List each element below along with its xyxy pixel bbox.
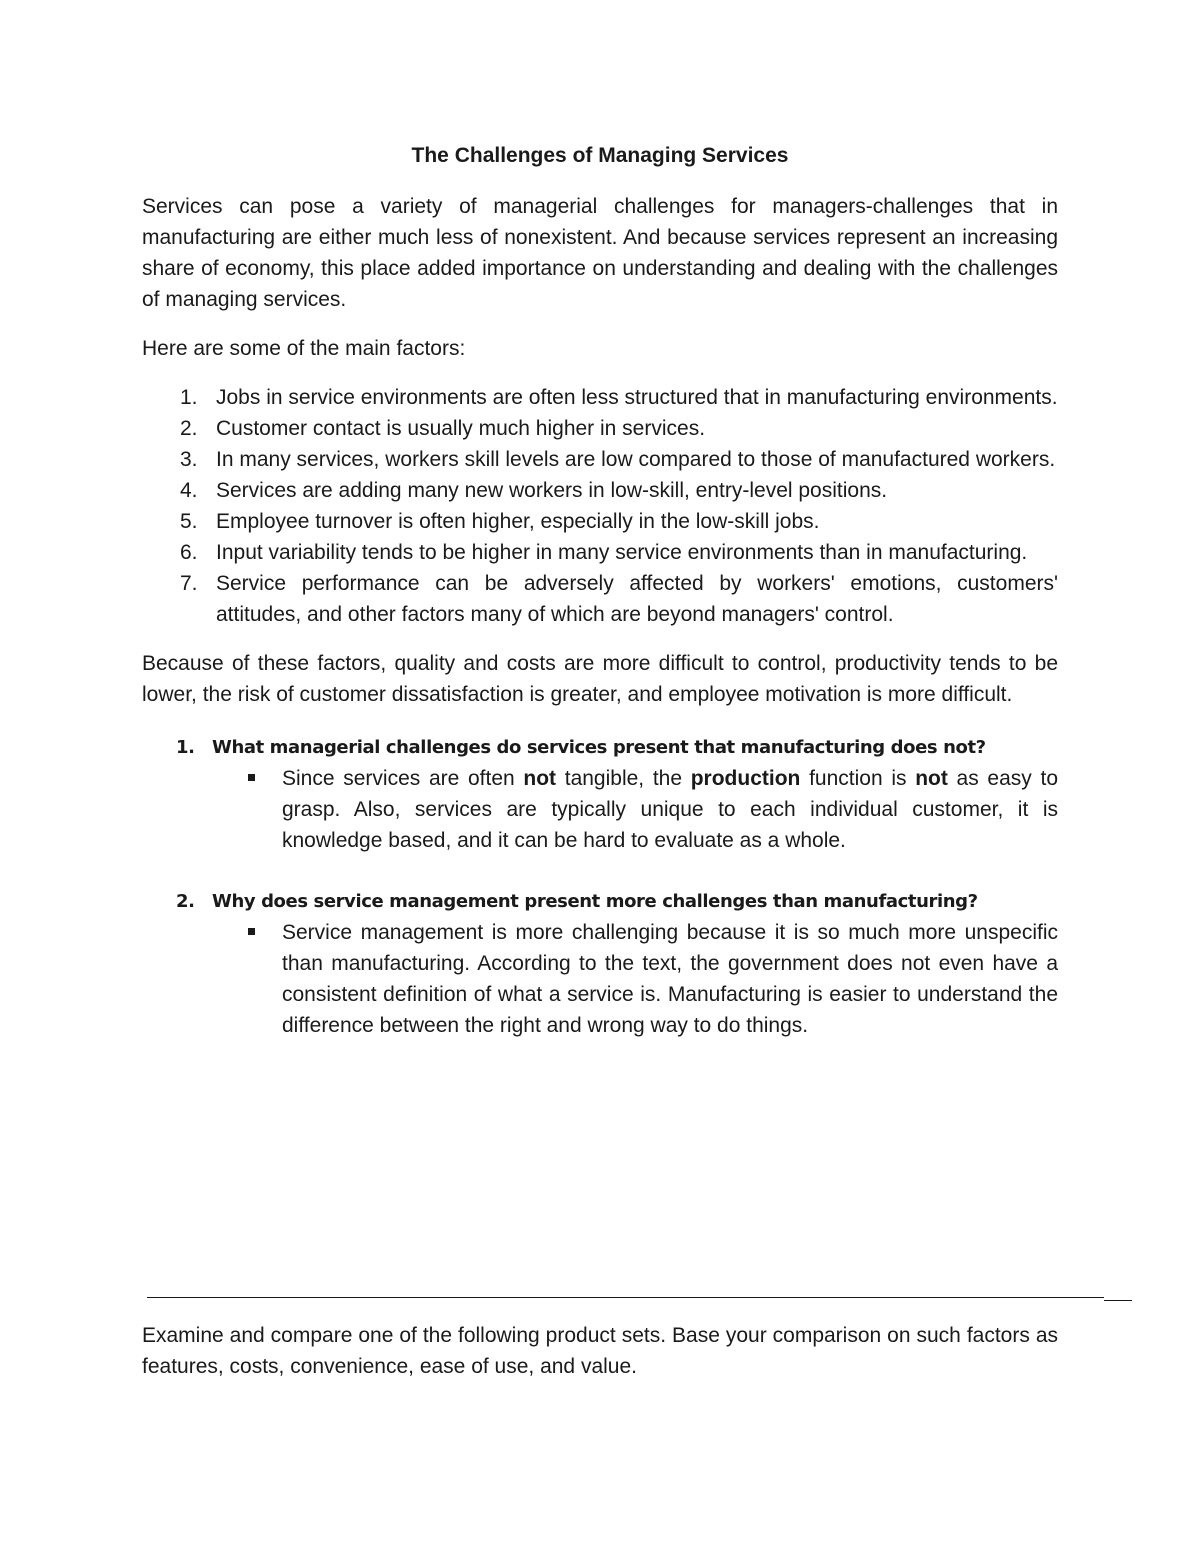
list-item: [142, 537, 1058, 568]
answer-text: Since services are often: [282, 767, 524, 790]
square-bullet-icon: [248, 774, 255, 781]
answer-text: tangible, the: [556, 767, 691, 790]
list-item-number: 5.: [180, 510, 198, 533]
list-item: [142, 444, 1058, 475]
list-item-text: Jobs in service environments are often less structured that in manufacturing environments.: [216, 386, 1058, 409]
document-title: The Challenges of Managing Services: [411, 144, 789, 167]
factors-intro: Here are some of the main factors:: [142, 337, 466, 360]
answer-text: as easy to grasp. Also, services are typically unique to each individual customer, it is knowledge based, and it can be hard to evaluate as a whole.: [282, 767, 1058, 852]
list-item-text: In many services, workers skill levels are low compared to those of manufactured workers.: [216, 448, 1056, 471]
intro-paragraph: Services can pose a variety of managerial challenges for managers-challenges that in manufacturing are either much less of nonexistent. And because services represent an increasing share of economy, this place added importance on understanding and dealing with the challenges of managing services.: [142, 195, 1058, 311]
list-item-text: Customer contact is usually much higher in services.: [216, 417, 706, 440]
factors-list: [142, 382, 1058, 630]
list-item: [142, 506, 1058, 537]
question-block-2: [142, 886, 1058, 1041]
square-bullet-icon: [248, 928, 255, 935]
list-item-number: 4.: [180, 479, 198, 502]
list-item: [142, 413, 1058, 444]
list-item-number: 1.: [180, 386, 198, 409]
list-item-number: 7.: [180, 572, 198, 595]
answer-bullet: [142, 763, 1058, 856]
question-text: Why does service management present more challenges than manufacturing?: [212, 891, 978, 912]
answer-bullet: [142, 917, 1058, 1041]
answer-emphasis: not: [915, 767, 948, 790]
question-text: What managerial challenges do services present that manufacturing does not?: [212, 737, 986, 758]
answer-text: function is: [800, 767, 916, 790]
horizontal-divider: [147, 1297, 1104, 1298]
list-item: [142, 382, 1058, 413]
question-number: 2.: [176, 891, 195, 912]
list-item: [142, 568, 1058, 630]
horizontal-divider-tail: [1104, 1300, 1132, 1301]
summary-paragraph: Because of these factors, quality and costs are more difficult to control, productivity tends to be lower, the risk of customer dissatisfaction is greater, and employee motivation is more difficult.: [142, 652, 1058, 706]
question-heading: [142, 732, 1058, 763]
question-block-1: [142, 732, 1058, 856]
list-item-text: Service performance can be adversely affected by workers' emotions, customers' attitudes, and other factors many of which are beyond managers' control.: [216, 572, 1058, 626]
answer-emphasis: not: [523, 767, 557, 790]
document-body: [142, 140, 1058, 1071]
list-item: [142, 475, 1058, 506]
list-item-text: Input variability tends to be higher in many service environments than in manufacturing.: [216, 541, 1028, 564]
closing-paragraph: Examine and compare one of the following product sets. Base your comparison on such factors as features, costs, convenience, ease of use, and value.: [142, 1324, 1058, 1378]
answer-text: Service management is more challenging because it is so much more unspecific than manufacturing. According to the text, the government does not even have a consistent definition of what a service is. Manufacturing is easier to understand the difference between the right and wrong way to do things.: [282, 921, 1058, 1037]
list-item-text: Services are adding many new workers in low-skill, entry-level positions.: [216, 479, 888, 502]
list-item-number: 3.: [180, 448, 198, 471]
list-item-number: 6.: [180, 541, 198, 564]
list-item-text: Employee turnover is often higher, especially in the low-skill jobs.: [216, 510, 820, 533]
question-number: 1.: [176, 737, 195, 758]
question-heading: [142, 886, 1058, 917]
list-item-number: 2.: [180, 417, 198, 440]
answer-emphasis: production: [690, 767, 801, 790]
